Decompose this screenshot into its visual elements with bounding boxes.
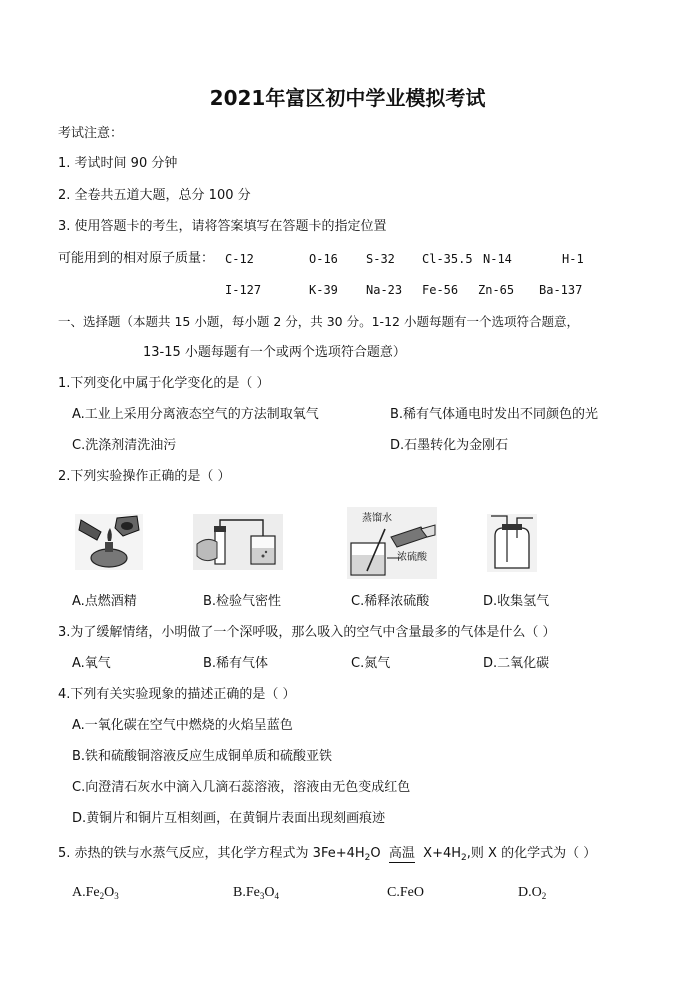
option-b: B.铁和硫酸铜溶液反应生成铜单质和硫酸亚铁 [72,749,333,764]
option-a: A.氧气 [72,656,111,671]
atomic-mass-value: Fe-56 [422,283,459,297]
figure-label-water: 蒸馏水 [362,513,392,524]
atomic-mass-value: Na-23 [366,283,403,297]
atomic-mass-value: C-12 [225,252,254,266]
option-d: $D.O_2$ [518,885,547,901]
airtightness-illustration [193,514,283,570]
notice-heading: 考试注意： [58,126,124,141]
figure-airtightness [193,514,283,570]
question-stem: 4.下列有关实验现象的描述正确的是（ ） [58,687,296,702]
option-d: D.石墨转化为金刚石 [390,438,509,453]
option-c: C.FeO [387,885,424,900]
atomic-mass-value: H-1 [562,252,584,266]
option-d: D.二氧化碳 [483,656,550,671]
option-c: C.洗涤剂清洗油污 [72,438,177,453]
atomic-mass-label: 可能用到的相对原子质量： [58,251,215,266]
figure-alcohol-lamp [75,514,143,570]
dilute-acid-illustration [347,507,437,579]
option-d: D.收集氢气 [483,594,550,609]
option-c: C.氮气 [351,656,391,671]
atomic-mass-value: Cl-35.5 [422,252,473,266]
section-heading: 一、选择题（本题共 15 小题，每小题 2 分，共 30 分。1-12 小题每题有一个选项符合题意， [58,314,579,329]
figure-collect-hydrogen [487,514,537,572]
notice-item: 1. 考试时间 90 分钟 [58,156,178,171]
option-c: C.向澄清石灰水中滴入几滴石蕊溶液，溶液由无色变成红色 [72,780,411,795]
atomic-mass-value: S-32 [366,252,395,266]
question-stem: 2.下列实验操作正确的是（ ） [58,469,231,484]
option-d: D.黄铜片和铜片互相刻画，在黄铜片表面出现刻画痕迹 [72,811,386,826]
option-b: B.稀有气体 [203,656,269,671]
option-a: A.一氧化碳在空气中燃烧的火焰呈蓝色 [72,718,293,733]
question-stem: 3.为了缓解情绪，小明做了一个深呼吸，那么吸入的空气中含量最多的气体是什么（ ） [58,625,556,640]
collect-hydrogen-illustration [487,514,537,572]
section-heading-cont: 13-15 小题每题有一个或两个选项符合题意） [143,345,406,360]
question-stem: 5. 赤热的铁与水蒸气反应，其化学方程式为 $3Fe+4H_2O$ 高温 $X+4H_2$,则 X 的化学式为（ ） [58,846,597,863]
option-a: A.工业上采用分离液态空气的方法制取氧气 [72,407,319,422]
option-b: $B.Fe_3O_4$ [233,885,279,901]
figure-dilute-acid [347,507,437,579]
atomic-mass-value: N-14 [483,252,512,266]
option-b: B.检验气密性 [203,594,282,609]
notice-item: 3. 使用答题卡的考生，请将答案填写在答题卡的指定位置 [58,219,387,234]
atomic-mass-value: I-127 [225,283,262,297]
option-b: B.稀有气体通电时发出不同颜色的光 [390,407,599,422]
option-c: C.稀释浓硫酸 [351,594,430,609]
atomic-mass-value: K-39 [309,283,338,297]
reaction-condition: 高温 [388,846,415,861]
option-a: $A.Fe_2O_3$ [72,885,119,901]
atomic-mass-value: Zn-65 [478,283,515,297]
notice-item: 2. 全卷共五道大题，总分 100 分 [58,188,251,203]
atomic-mass-value: Ba-137 [539,283,583,297]
option-a: A.点燃酒精 [72,594,137,609]
question-stem: 1.下列变化中属于化学变化的是（ ） [58,376,270,391]
page-title: 2021年富区初中学业模拟考试 [209,86,486,110]
figure-label-acid: 浓硫酸 [397,552,427,563]
atomic-mass-value: O-16 [309,252,338,266]
alcohol-lamp-illustration [75,514,143,570]
